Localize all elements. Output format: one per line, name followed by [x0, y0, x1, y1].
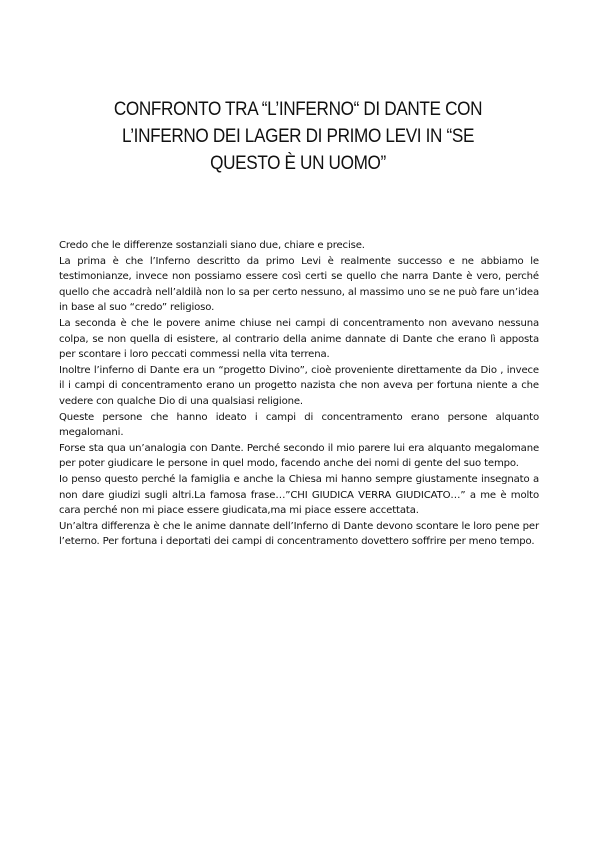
title-line-3: QUESTO È UN UOMO”	[210, 152, 386, 174]
paragraph-second-difference: La seconda è che le povere anime chiuse nei campi di concentramento non avevano nessuna colpa, se non quella di esistere, al contrario della anime dannate di Dante che erano lì apposta per scontare i loro peccati commessi nella vita terrena.	[59, 317, 539, 361]
paragraph-divine-project: Inoltre l’inferno di Dante era un “progetto Divino”, cioè proveniente direttamente da Dio , invece il i campi di concentramento erano un progetto nazista che non aveva per fortuna niente a che vedere con qualche Dio di una qualsiasi religione.	[59, 364, 539, 407]
document-title	[85, 96, 511, 177]
paragraph-first-difference: La prima è che l’Inferno descritto da primo Levi è realmente successo e ne abbiamo le testimonianze, invece non possiamo essere così certi se quello che narra Dante è vero, perché quello che accadrà nell’aldilà non lo sa per certo nessuno, al massimo uno se ne può fare un’idea in base al suo “credo” religioso.	[59, 255, 539, 314]
paragraph-intro: Credo che le differenze sostanziali siano due, chiare e precise.	[59, 240, 365, 251]
paragraph-eternal-punishment: Un’altra differenza è che le anime dannate dell’Inferno di Dante devono scontare le loro pene per l’eterno. Per fortuna i deportati dei campi di concentramento dovettero soffrire per meno tempo.	[59, 520, 539, 548]
title-line-1: CONFRONTO TRA “L’INFERNO“ DI DANTE CON	[113, 98, 483, 120]
title-line-2: L’INFERNO DEI LAGER DI PRIMO LEVI IN “SE	[121, 125, 475, 147]
paragraph-judgement: Io penso questo perché la famiglia e anche la Chiesa mi hanno sempre giustamente insegnato a non dare giudizi sugli altri.La famosa frase…”CHI GIUDICA VERRA GIUDICATO…” a me è molto cara perché non mi piace essere giudicata,ma mi piace essere accettata.	[59, 473, 539, 517]
paragraph-analogy: Forse sta qua un’analogia con Dante. Perché secondo il mio parere lui era alquanto megalomane per poter giudicare le persone in quel modo, facendo anche dei nomi di gente del suo tempo.	[59, 442, 539, 470]
paragraph-megalomania: Queste persone che hanno ideato i campi di concentramento erano persone alquanto megalomani.	[59, 411, 539, 439]
document-body	[59, 238, 539, 550]
